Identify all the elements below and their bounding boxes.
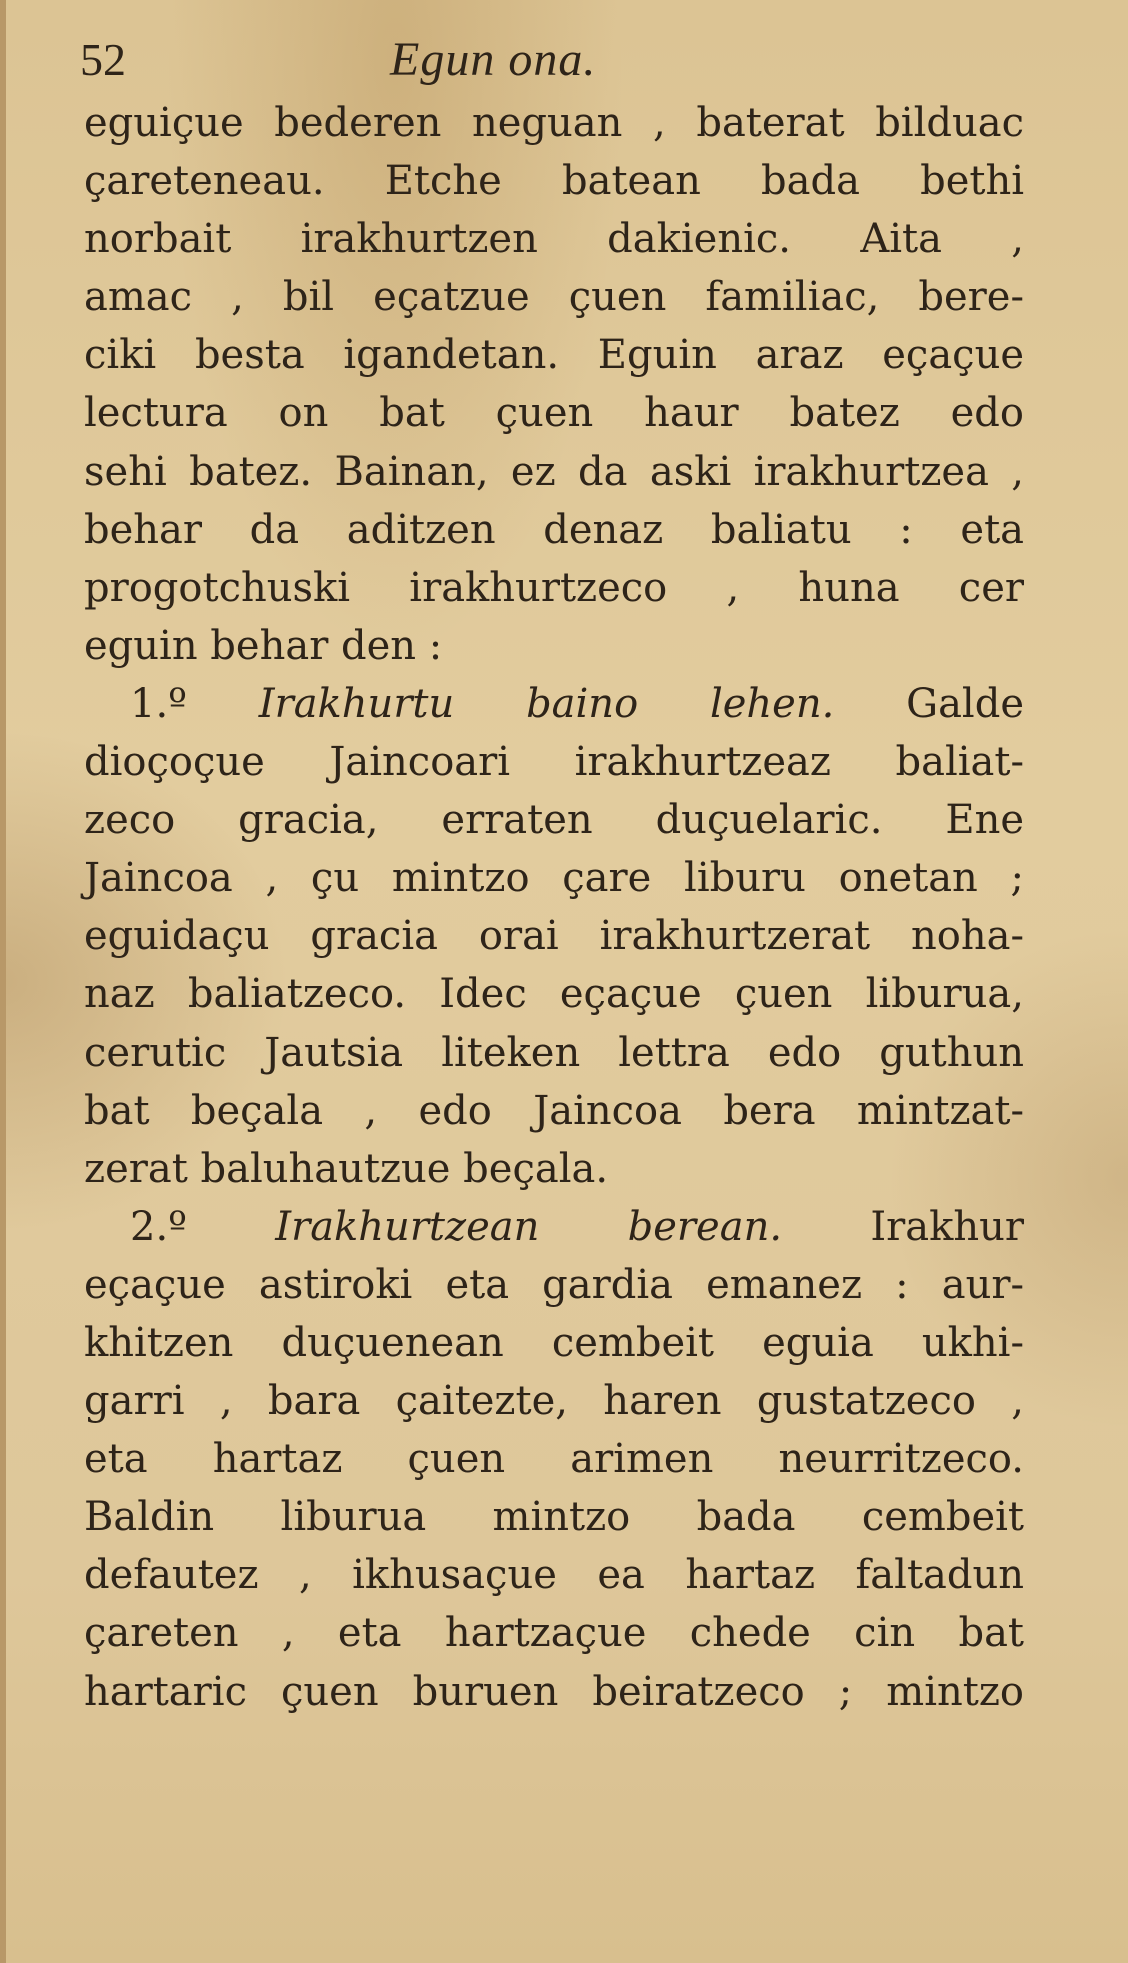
item-1-number: 1.º xyxy=(130,680,187,727)
text-line: çareteneau. Etche batean bada bethi xyxy=(84,158,1024,205)
item-1-heading-line xyxy=(84,675,1024,733)
text-line: eguidaçu gracia orai irakhurtzerat noha- xyxy=(84,913,1024,960)
text-line: hartaric çuen buruen beiratzeco ; mintzo xyxy=(84,1668,1024,1715)
running-head: Egun ona. xyxy=(390,33,597,86)
text-line: eguiçue bederen neguan , baterat bilduac xyxy=(84,100,1024,146)
text-line: naz baliatzeco. Idec eçaçue çuen liburua, xyxy=(84,971,1024,1018)
text-line: eguin behar den : xyxy=(84,622,443,669)
text-line: Baldin liburua mintzo bada cembeit xyxy=(84,1494,1024,1541)
text-line: sehi batez. Bainan, ez da aski irakhurtzea , xyxy=(84,448,1024,495)
item-2-number: 2.º xyxy=(130,1203,187,1250)
item-1-title: Irakhurtu baino lehen. xyxy=(258,680,835,727)
item-1-text-start: Galde xyxy=(906,680,1024,727)
text-line: zeco gracia, erraten duçuelaric. Ene xyxy=(84,797,1024,844)
text-line: eçaçue astiroki eta gardia emanez : aur- xyxy=(84,1261,1024,1308)
text-line: dioçoçue Jaincoari irakhurtzeaz baliat- xyxy=(84,739,1024,786)
text-line: çareten , eta hartzaçue chede cin bat xyxy=(84,1610,1024,1657)
text-line: defautez , ikhusaçue ea hartaz faltadun xyxy=(84,1552,1024,1599)
text-line: progotchuski irakhurtzeco , huna cer xyxy=(84,564,1024,611)
text-line: norbait irakhurtzen dakienic. Aita , xyxy=(84,216,1024,263)
page-header xyxy=(80,30,1030,90)
item-2-text-start: Irakhur xyxy=(870,1203,1024,1250)
text-line: bat beçala , edo Jaincoa bera mintzat- xyxy=(84,1087,1024,1134)
text-line: khitzen duçuenean cembeit eguia ukhi- xyxy=(84,1319,1024,1366)
page-edge xyxy=(0,0,6,1963)
text-line: garri , bara çaitezte, haren gustatzeco , xyxy=(84,1378,1024,1425)
item-2-title: Irakhurtzean berean. xyxy=(275,1203,783,1250)
text-line: zerat baluhautzue beçala. xyxy=(84,1145,609,1192)
item-2-heading-line xyxy=(84,1198,1024,1256)
body-text xyxy=(84,94,1024,1721)
text-line: lectura on bat çuen haur batez edo xyxy=(84,390,1024,437)
page-number: 52 xyxy=(80,34,126,85)
text-line: behar da aditzen denaz baliatu : eta xyxy=(84,506,1024,553)
text-line: Jaincoa , çu mintzo çare liburu onetan ; xyxy=(84,855,1024,902)
text-line: cerutic Jautsia liteken lettra edo guthun xyxy=(84,1029,1024,1076)
text-line: ciki besta igandetan. Eguin araz eçaçue xyxy=(84,332,1024,379)
text-line: amac , bil eçatzue çuen familiac, bere- xyxy=(84,274,1024,321)
text-line: eta hartaz çuen arimen neurritzeco. xyxy=(84,1436,1024,1483)
